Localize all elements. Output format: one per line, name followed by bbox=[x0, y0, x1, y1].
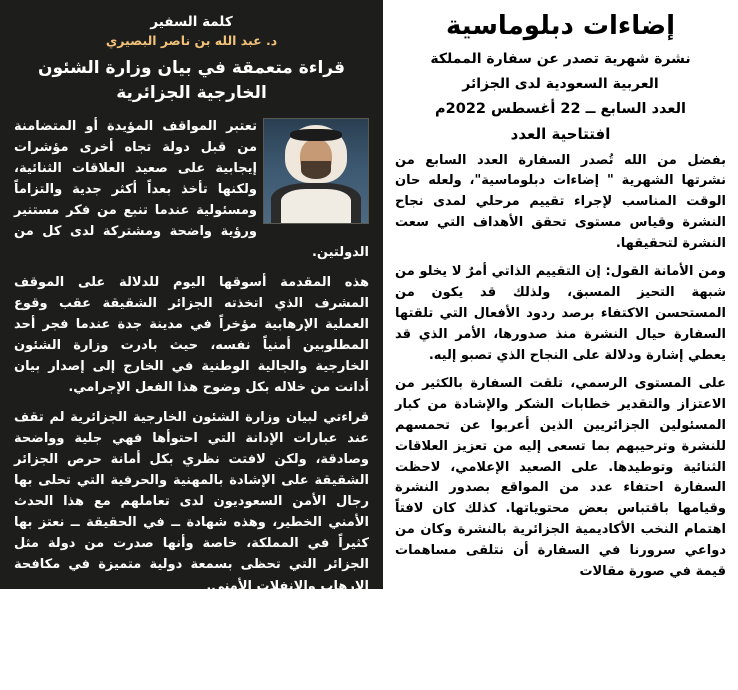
ambassador-word-heading: كلمة السفير bbox=[150, 14, 233, 30]
masthead-title: إضاءات دبلوماسية bbox=[445, 11, 675, 41]
issue-line: العدد السابع ــ 22 أغسطس 2022م bbox=[435, 100, 686, 117]
portrait-cloak bbox=[281, 189, 351, 223]
editorial-paragraph: ومن الأمانة القول: إن التقييم الذاتي أمرٌ لا يخلو من شبهة التحيز المسبق، ولذلك قد يكون من المستحسن الاكتفاء برصد ردود الأفعال التي تلقتها السفارة حيال النشرة منذ صدورها، الأمر الذي قد يعطي إشارة ودلالة على النجاح الذي تصبو إليه. bbox=[395, 264, 726, 363]
article-paragraph: هذه المقدمة أسوقها اليوم للدلالة على الموقف المشرف الذي اتخذته الجزائر الشقيقة عقب وقوع العملية الإرهابية مؤخراً في مدينة جدة عندما فجر أحد المطلوبين أمنياً نفسه، حيث بادرت وزارة الشئون الخارجية والجالية الوطنية في الخارج إلى إصدار بيان أدانت من خلاله بكل وضوح هذا الفعل الإجرامي. bbox=[14, 274, 369, 396]
editorial-paragraph: على المستوى الرسمي، تلقت السفارة بالكثير من الاعتزاز والتقدير خطابات الشكر والإشادة من كبار المسئولين الجزائريين الذين أعربوا عن تحمسهم للنشرة وترحيبهم بما تسعى إليه من تعزيز العلاقات الثنائية وتوطيدها. على الصعيد الإعلامي، لاحظت السفارة احتفاء عدد من المواقع بصدور النشرة وقيامها باقتباس بعض محتوياتها. كذلك كان لافتاً اهتمام النخب الأكاديمية الجزائرية بالنشرة وكان من دواعي سرورنا في السفارة أن نتلقى مساهمات قيمة في صورة مقالات bbox=[395, 376, 726, 579]
article-paragraph: تعتبر المواقف المؤيدة أو المتضامنة من قبل دولة تجاه أخرى مؤشرات إيجابية على صعيد العلاقات الثنائية، ولكنها تأخذ بعداً أكثر جدية والتزاماً ومسئولية عندما تنبع من فكر مستنير ورؤية واضحة ومشتركة لدى كل من الدولتين. bbox=[14, 118, 369, 260]
article-paragraph: كذلك قرأت في بيان وزارة الشئون الخارجية الجزائرية مستوىً متقدماً من الوعي بخطورة الإرهاب، وأن مسئولية مكافحة واستئصال شأفته ليست مسئولية دولة أو جهة بعينها، وإنما هي bbox=[14, 608, 369, 687]
article-paragraph: قراءتي لبيان وزارة الشئون الخارجية الجزائرية لم تقف عند عبارات الإدانة التي احتوأها فهي جلية وواضحة وصادقة، ولكن لافتت نظري بكل أمانة حرص الجزائر الشقيقة على الإشادة بالمهنية والحرفية التي تحلى بها رجال الأمن السعوديون لدى تعاملهم مع هذا الحدث الأمني الخطير، وهذه شهادة ــ في الحقيقة ــ نعتز بها كثيراً في المملكة، خاصة وأنها صدرت من دولة مثل الجزائر التي تحظى بسمعة دولية متميزة في مكافحة الإرهاب والانفلات الأمني. bbox=[14, 410, 369, 594]
subtitle-line-1: نشرة شهرية تصدر عن سفارة المملكة bbox=[430, 50, 691, 67]
editorial-paragraph: بفضل من الله تُصدر السفارة العدد السابع من نشرتها الشهرية " إضاءات دبلوماسية"، ولعله حان الوقت المناسب لإجراء تقييم مرحلي لمدى نجاح النشرة وقياس مستوى تحقق الأهداف التي سعت النشرة لتحقيقها. bbox=[395, 152, 726, 251]
portrait-beard bbox=[301, 161, 331, 179]
portrait-igal bbox=[290, 129, 342, 141]
ambassador-portrait bbox=[263, 118, 369, 224]
article-title: قراءة متعمقة في بيان وزارة الشئون الخارجية الجزائرية bbox=[37, 58, 346, 103]
ambassador-name: د. عبد الله بن ناصر البصيري bbox=[105, 33, 278, 49]
section-title-editorial: افتتاحية العدد bbox=[510, 124, 611, 143]
right-column bbox=[383, 0, 738, 589]
subtitle-line-2: العربية السعودية لدى الجزائر bbox=[462, 75, 659, 92]
